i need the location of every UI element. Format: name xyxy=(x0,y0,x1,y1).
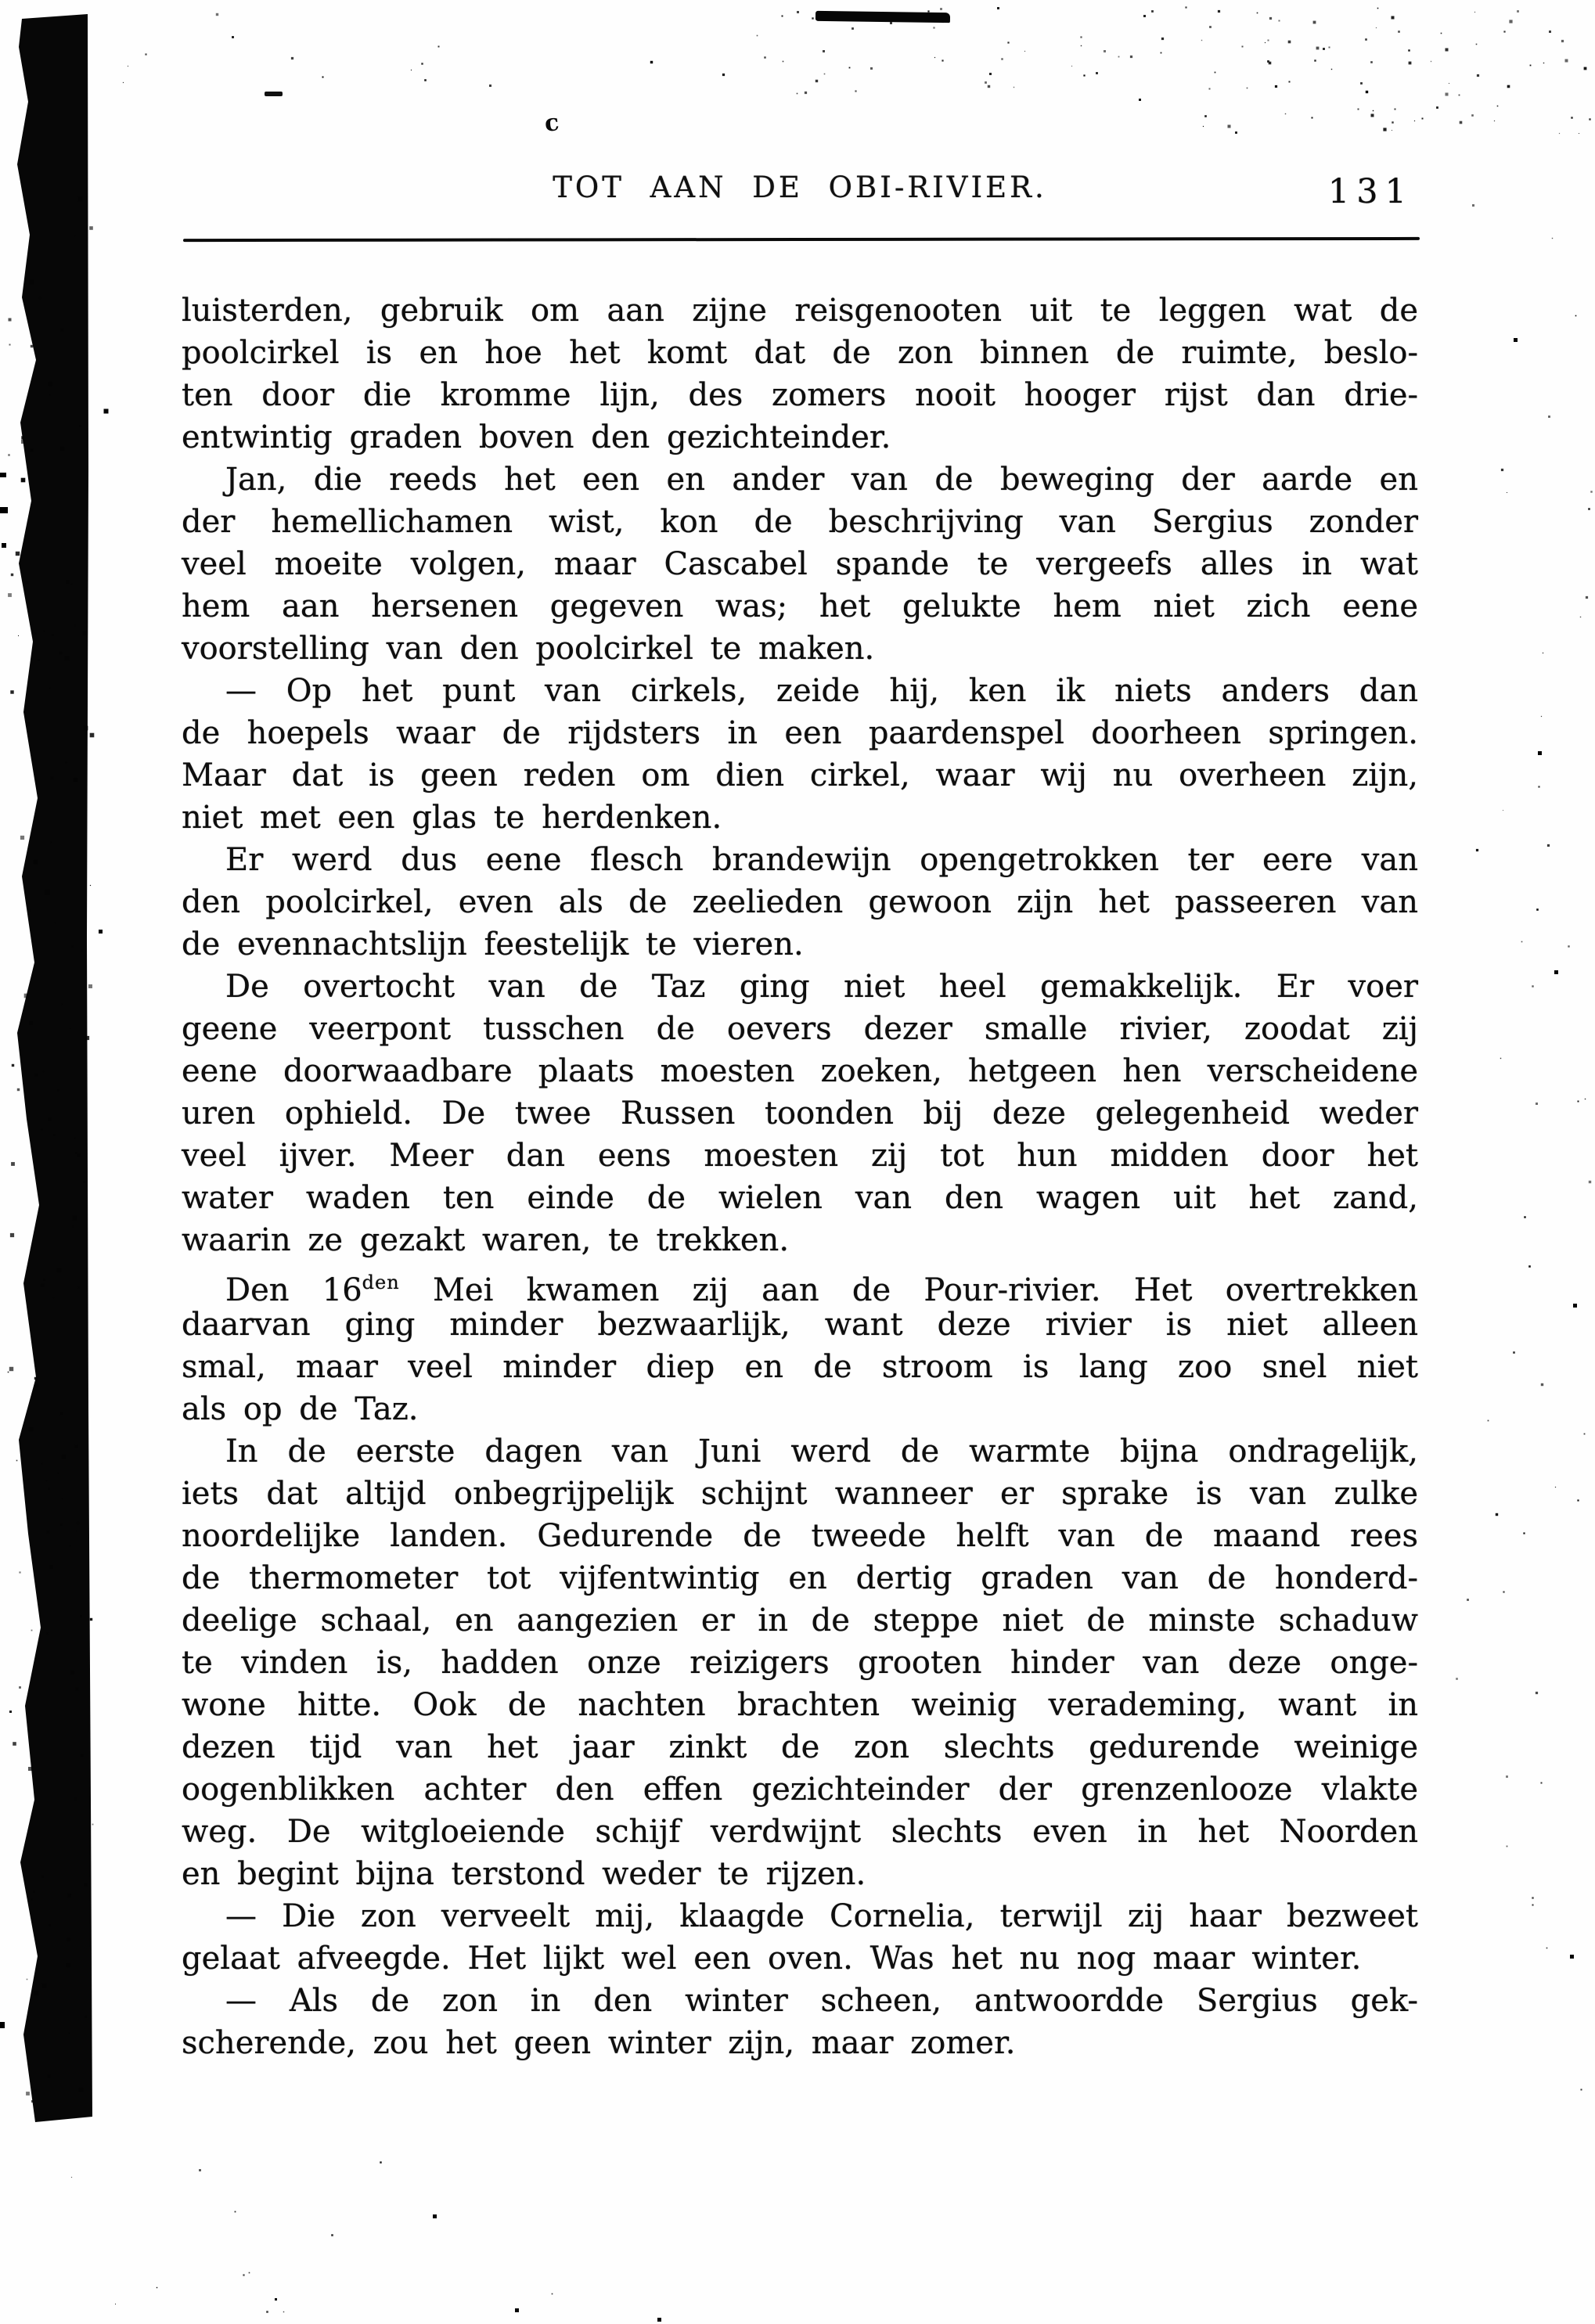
text-line: smal, maar veel minder diep en de stroom is lang zoo snel niet xyxy=(182,1349,1418,1385)
text-line: weg. De witgloeiende schijf verdwijnt slechts even in het Noorden xyxy=(182,1814,1418,1850)
text-line: water waden ten einde de wielen van den wagen uit het zand, xyxy=(182,1180,1418,1216)
text-line: scherende, zou het geen winter zijn, maar zomer. xyxy=(182,2025,1016,2061)
text-line: te vinden is, hadden onze reizigers grooten hinder van deze onge- xyxy=(182,1645,1418,1681)
scan-dash-mark xyxy=(265,92,283,96)
text-line: den poolcirkel, even als de zeelieden gewoon zijn het passeeren van xyxy=(182,884,1418,920)
text-block xyxy=(182,290,1418,2064)
text-line: luisterden, gebruik om aan zijne reisgenooten uit te leggen wat de xyxy=(182,293,1418,329)
text-line: der hemellichamen wist, kon de beschrijving van Sergius zonder xyxy=(182,504,1418,540)
text-line: De overtocht van de Taz ging niet heel gemakkelijk. Er voer xyxy=(225,969,1418,1005)
text-line: noordelijke landen. Gedurende de tweede helft van de maand rees xyxy=(182,1518,1418,1554)
text-line: — Die zon verveelt mij, klaagde Cornelia, terwijl zij haar bezweet xyxy=(225,1898,1418,1934)
page-header xyxy=(182,171,1418,221)
text-line xyxy=(182,1261,1418,1308)
text-line: en begint bijna terstond weder te rijzen. xyxy=(182,1856,866,1892)
text-line: voorstelling van den poolcirkel te maken. xyxy=(182,631,875,667)
paragraph xyxy=(182,1430,1418,1895)
paragraph xyxy=(182,839,1418,966)
text-line: uren ophield. De twee Russen toonden bij deze gelegenheid weder xyxy=(182,1095,1418,1131)
text-line: veel moeite volgen, maar Cascabel spande te vergeefs alles in wat xyxy=(182,546,1418,582)
text-line: veel ijver. Meer dan eens moesten zij tot hun midden door het xyxy=(182,1138,1418,1174)
text-line: iets dat altijd onbegrijpelijk schijnt wanneer er sprake is van zulke xyxy=(182,1476,1418,1512)
text-line: daarvan ging minder bezwaarlijk, want deze rivier is niet alleen xyxy=(182,1307,1418,1343)
header-rule xyxy=(183,237,1420,242)
text-line: de evennachtslijn feestelijk te vieren. xyxy=(182,926,804,962)
scan-smudge xyxy=(816,11,950,23)
paragraph xyxy=(182,290,1418,459)
text-line: wone hitte. Ook de nachten brachten weinig verademing, want in xyxy=(182,1687,1418,1723)
paragraph xyxy=(182,966,1418,1261)
page-number: 131 xyxy=(1327,172,1413,211)
text-line: — Als de zon in den winter scheen, antwoordde Sergius gek- xyxy=(225,1983,1418,2019)
paragraph xyxy=(182,1261,1418,1430)
text-line: eene doorwaadbare plaats moesten zoeken, hetgeen hen verscheidene xyxy=(182,1053,1418,1089)
paragraph xyxy=(182,1980,1418,2064)
running-header-title: TOT AAN DE OBI-RIVIER. xyxy=(553,171,1047,204)
text-line: Er werd dus eene flesch brandewijn opengetrokken ter eere van xyxy=(225,842,1418,878)
text-line: de hoepels waar de rijdsters in een paardenspel doorheen springen. xyxy=(182,715,1418,751)
text-line: niet met een glas te herdenken. xyxy=(182,800,722,836)
text-line: In de eerste dagen van Juni werd de warmte bijna ondragelijk, xyxy=(225,1434,1418,1470)
paragraph xyxy=(182,459,1418,670)
text-line: ten door die kromme lijn, des zomers nooit hooger rijst dan drie- xyxy=(182,377,1418,413)
text-segment: Mei kwamen zij aan de Pour-rivier. Het overtrekken xyxy=(399,1272,1418,1308)
text-line: de thermometer tot vijfentwintig en dertig graden van de honderd- xyxy=(182,1560,1418,1596)
text-line: als op de Taz. xyxy=(182,1391,419,1427)
text-segment: Den 16 xyxy=(225,1272,362,1308)
text-line: entwintig graden boven den gezichteinder. xyxy=(182,419,891,455)
superscript: den xyxy=(362,1272,400,1293)
text-line: Maar dat is geen reden om dien cirkel, waar wij nu overheen zijn, xyxy=(182,757,1418,793)
text-line: Jan, die reeds het een en ander van de beweging der aarde en xyxy=(225,462,1418,498)
text-line: oogenblikken achter den effen gezichteinder der grenzenlooze vlakte xyxy=(182,1772,1418,1808)
scan-gutter-shadow xyxy=(0,0,117,2324)
text-line: gelaat afveegde. Het lijkt wel een oven. Was het nu nog maar winter. xyxy=(182,1941,1362,1977)
text-line: poolcirkel is en hoe het komt dat de zon binnen de ruimte, beslo- xyxy=(182,335,1418,371)
text-line: hem aan hersenen gegeven was; het gelukte hem niet zich eene xyxy=(182,588,1418,624)
paragraph xyxy=(182,670,1418,839)
paragraph xyxy=(182,1895,1418,1980)
text-line: geene veerpont tusschen de oevers dezer smalle rivier, zoodat zij xyxy=(182,1011,1418,1047)
text-line: — Op het punt van cirkels, zeide hij, ken ik niets anders dan xyxy=(225,673,1418,709)
text-line: dezen tijd van het jaar zinkt de zon slechts gedurende weinige xyxy=(182,1729,1418,1765)
scan-noise xyxy=(0,0,1,1)
text-line: deelige schaal, en aangezien er in de steppe niet de minste schaduw xyxy=(182,1603,1418,1639)
scan-c-mark: c xyxy=(543,109,561,138)
text-line: waarin ze gezakt waren, te trekken. xyxy=(182,1222,790,1258)
